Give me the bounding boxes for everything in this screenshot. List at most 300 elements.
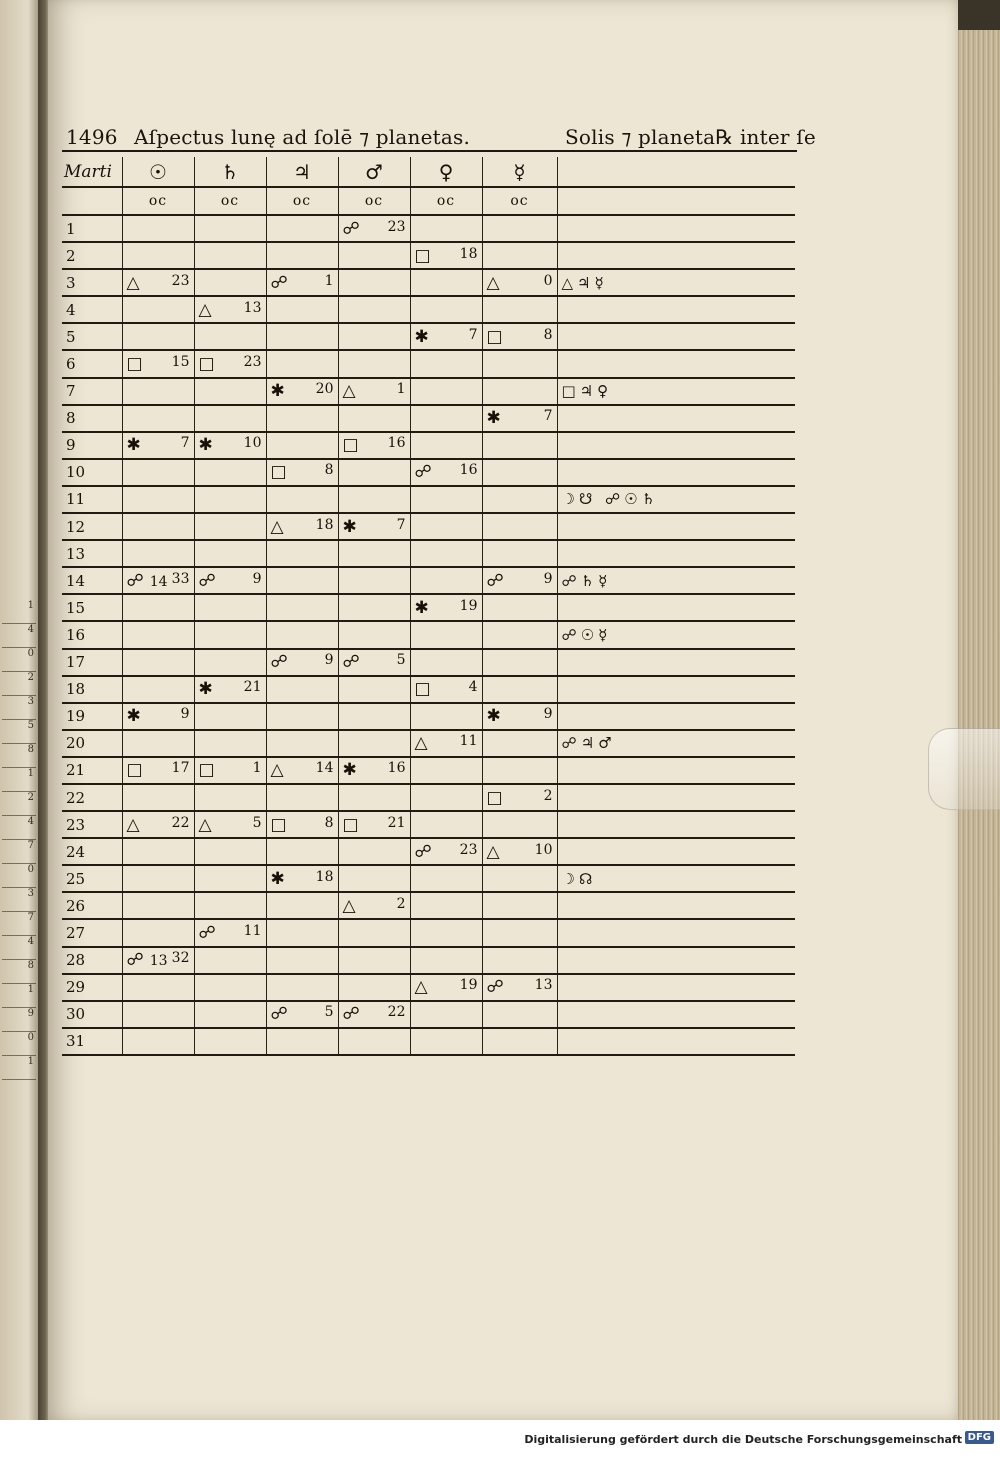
aspect-cell [338, 567, 410, 594]
day-number: 15 [62, 594, 122, 621]
aspect-cell [410, 784, 482, 811]
day-number: 8 [62, 405, 122, 432]
table-row [62, 215, 795, 242]
day-number: 25 [62, 865, 122, 892]
table-row [62, 811, 795, 838]
aspect-cell [122, 838, 194, 865]
aspect-cell [122, 811, 194, 838]
aspect-cell [482, 865, 557, 892]
table-row [62, 703, 795, 730]
table-row [62, 459, 795, 486]
aspect-cell [482, 594, 557, 621]
aspect-cell [410, 621, 482, 648]
page-stack-edge [955, 30, 1000, 1420]
aspect-cell [122, 459, 194, 486]
day-number: 14 [62, 567, 122, 594]
aspect-degree: 22 [387, 1004, 406, 1021]
aspect-cell [194, 757, 266, 784]
day-number: 28 [62, 947, 122, 974]
aspect-cell [338, 459, 410, 486]
aspect-symbol-icon: ☍ [198, 570, 216, 591]
day-number: 21 [62, 757, 122, 784]
planet-aspect-note [557, 676, 795, 703]
aspect-cell [482, 892, 557, 919]
aspect-cell [194, 703, 266, 730]
aspect-cell [410, 459, 482, 486]
table-row [62, 1001, 795, 1028]
planet-aspect-note: □♃♀ [557, 378, 795, 405]
sub-label-empty [557, 187, 795, 215]
aspect-degree: 23 [459, 841, 478, 858]
venus-icon: ♀ [410, 157, 482, 187]
left-page-mark: 8 [2, 744, 36, 768]
aspect-cell [194, 513, 266, 540]
aspect-cell [338, 1001, 410, 1028]
aspect-cell [122, 486, 194, 513]
planet-aspect-note: △♃☿ [557, 269, 795, 296]
aspect-symbol-icon: ☍ [126, 950, 144, 971]
aspect-symbol-icon: □ [342, 435, 359, 456]
planet-header-row [62, 157, 795, 187]
planet-aspect-note [557, 459, 795, 486]
aspect-cell [266, 242, 338, 269]
aspect-symbol-icon: ☍ [342, 652, 360, 673]
aspect-symbol-icon: ✱ [126, 706, 141, 727]
aspect-degree: 19 [459, 597, 478, 614]
mercury-icon: ☿ [482, 157, 557, 187]
aspect-cell [194, 296, 266, 323]
aspect-cell [194, 486, 266, 513]
table-row [62, 730, 795, 757]
aspect-cell [482, 676, 557, 703]
left-page-mark: 9 [2, 1008, 36, 1032]
table-row [62, 757, 795, 784]
aspect-symbol-icon: ✱ [342, 516, 357, 537]
aspect-cell [266, 540, 338, 567]
aspect-cell [410, 838, 482, 865]
aspect-cell [338, 323, 410, 350]
table-row [62, 594, 795, 621]
aspect-symbol-icon: □ [414, 679, 431, 700]
aspect-symbol-icon: △ [414, 733, 428, 754]
left-page-mark: 4 [2, 816, 36, 840]
aspect-cell [266, 1001, 338, 1028]
aspect-cell [194, 269, 266, 296]
aspect-cell [482, 1028, 557, 1055]
aspect-cell [266, 621, 338, 648]
aspect-cell [338, 676, 410, 703]
table-row [62, 486, 795, 513]
aspect-symbol-icon: ☍ [270, 652, 288, 673]
sub-label-empty [62, 187, 122, 215]
aspect-cell [338, 865, 410, 892]
aspect-cell [266, 567, 338, 594]
aspect-symbol-icon: ☍ [486, 977, 504, 998]
aspect-cell [266, 432, 338, 459]
day-number: 9 [62, 432, 122, 459]
day-number: 20 [62, 730, 122, 757]
aspect-cell [410, 350, 482, 377]
planet-aspect-note [557, 784, 795, 811]
aspect-cell [266, 919, 338, 946]
aspect-cell [266, 269, 338, 296]
table-row [62, 892, 795, 919]
planet-aspect-note [557, 947, 795, 974]
aspect-cell [266, 215, 338, 242]
planet-aspect-note [557, 892, 795, 919]
day-number: 19 [62, 703, 122, 730]
day-number: 23 [62, 811, 122, 838]
aspect-cell [482, 378, 557, 405]
aspect-cell [194, 676, 266, 703]
aspect-cell [338, 269, 410, 296]
aspect-degree: 9 [180, 706, 190, 723]
aspect-symbol-icon: ☍ [342, 1004, 360, 1025]
aspect-degree: 9 [543, 706, 553, 723]
header-rule [62, 150, 797, 152]
aspect-cell [410, 974, 482, 1001]
aspect-cell [410, 676, 482, 703]
aspect-symbol-icon: □ [486, 326, 503, 347]
left-page-mark: 7 [2, 840, 36, 864]
aspect-cell [266, 513, 338, 540]
aspect-cell [482, 459, 557, 486]
aspect-degree: 2 [543, 787, 553, 804]
table-row [62, 1028, 795, 1055]
aspect-degree: 10 [243, 435, 262, 452]
day-number: 2 [62, 242, 122, 269]
aspect-cell [266, 974, 338, 1001]
aspect-symbol-icon: ✱ [486, 706, 501, 727]
aspect-cell [410, 540, 482, 567]
aspect-cell [266, 838, 338, 865]
aspect-degree: 21 [387, 814, 406, 831]
aspect-cell [338, 621, 410, 648]
table-row [62, 621, 795, 648]
aspect-cell [122, 649, 194, 676]
planet-aspect-note [557, 350, 795, 377]
aspect-cell [338, 703, 410, 730]
aspect-cell [122, 1001, 194, 1028]
aspect-cell [194, 594, 266, 621]
aspect-cell [194, 540, 266, 567]
aspect-degree: 21 [243, 679, 262, 696]
footer-credit: Digitalisierung gefördert durch die Deutsche Forschungsgemeinschaft [524, 1433, 962, 1446]
aspect-symbol-icon: ✱ [486, 408, 501, 429]
aspect-symbol-icon: ✱ [198, 679, 213, 700]
aspect-degree: 18 [459, 245, 478, 262]
aspect-symbol-icon: △ [414, 977, 428, 998]
aspect-degree: 7 [180, 435, 190, 452]
left-page-mark: 3 [2, 888, 36, 912]
aspect-cell [410, 892, 482, 919]
aspect-degree: 14 [315, 760, 334, 777]
aspect-cell [482, 269, 557, 296]
table-row [62, 919, 795, 946]
planet-aspect-note: ☽☋ ☍☉♄ [557, 486, 795, 513]
left-page-mark: 1 [2, 600, 36, 624]
left-page-mark: 2 [2, 672, 36, 696]
aspect-cell [194, 892, 266, 919]
aspect-symbol-icon: ✱ [414, 326, 429, 347]
day-number: 27 [62, 919, 122, 946]
aspect-cell [122, 947, 194, 974]
aspect-cell [410, 1028, 482, 1055]
day-number: 17 [62, 649, 122, 676]
aspect-cell [482, 486, 557, 513]
aspect-cell [194, 350, 266, 377]
aspect-cell [410, 242, 482, 269]
left-page-mark: 4 [2, 936, 36, 960]
sub-label: oc [122, 187, 194, 215]
day-number: 10 [62, 459, 122, 486]
planet-aspect-note [557, 594, 795, 621]
aspect-cell [122, 540, 194, 567]
planet-aspect-note [557, 323, 795, 350]
aspect-cell [338, 649, 410, 676]
table-row [62, 567, 795, 594]
planet-aspect-note [557, 296, 795, 323]
aspect-symbol-icon: ✱ [414, 597, 429, 618]
aspect-degree: 8 [324, 462, 334, 479]
aspect-degree: 19 [459, 977, 478, 994]
aspect-cell [194, 649, 266, 676]
aspect-degree: 11 [243, 922, 262, 939]
aspect-cell [122, 757, 194, 784]
table-row [62, 378, 795, 405]
aspect-cell [482, 513, 557, 540]
planet-aspect-note [557, 242, 795, 269]
aspect-degree: 0 [543, 272, 553, 289]
aspect-cell [410, 323, 482, 350]
day-number: 29 [62, 974, 122, 1001]
aspect-cell [266, 296, 338, 323]
planet-aspect-note [557, 432, 795, 459]
aspect-cell [410, 947, 482, 974]
aspect-cell [338, 594, 410, 621]
aspect-cell [410, 594, 482, 621]
planet-aspect-note [557, 974, 795, 1001]
day-number: 11 [62, 486, 122, 513]
aspect-cell [194, 459, 266, 486]
table-row [62, 513, 795, 540]
aspect-cell [122, 703, 194, 730]
aspect-degree: 13 [149, 953, 168, 970]
aspect-degree: 18 [315, 868, 334, 885]
aspect-cell [122, 919, 194, 946]
day-number: 13 [62, 540, 122, 567]
aspect-cell [482, 215, 557, 242]
table-row [62, 865, 795, 892]
aspect-cell [266, 676, 338, 703]
aspect-cell [122, 892, 194, 919]
table-row [62, 676, 795, 703]
day-number: 7 [62, 378, 122, 405]
table-row [62, 350, 795, 377]
table-row [62, 540, 795, 567]
aspect-cell [122, 350, 194, 377]
aspect-symbol-icon: □ [486, 787, 503, 808]
aspect-symbol-icon: ☍ [126, 570, 144, 591]
aspect-degree: 5 [252, 814, 262, 831]
planet-aspect-note [557, 649, 795, 676]
planet-aspects-header [557, 157, 795, 187]
aspect-table [62, 157, 795, 1056]
aspect-cell [122, 621, 194, 648]
aspect-cell [194, 1028, 266, 1055]
aspect-cell [482, 757, 557, 784]
aspect-degree: 9 [252, 570, 262, 587]
aspect-degree: 9 [543, 570, 553, 587]
aspect-symbol-icon: △ [270, 760, 284, 781]
aspect-degree: 11 [459, 733, 478, 750]
aspect-cell [194, 919, 266, 946]
mars-icon: ♂ [338, 157, 410, 187]
aspect-cell [410, 513, 482, 540]
aspect-symbol-icon: △ [342, 381, 356, 402]
aspect-symbol-icon: □ [342, 814, 359, 835]
aspect-cell [410, 1001, 482, 1028]
aspect-cell [194, 405, 266, 432]
aspect-cell [194, 730, 266, 757]
aspect-cell [122, 405, 194, 432]
aspect-cell [410, 649, 482, 676]
aspect-cell [338, 432, 410, 459]
table-row [62, 323, 795, 350]
aspect-cell [194, 378, 266, 405]
aspect-degree: 7 [543, 408, 553, 425]
page-year: 1496 [66, 125, 118, 149]
aspect-cell [122, 784, 194, 811]
aspect-cell [338, 350, 410, 377]
aspect-symbol-icon: ☍ [342, 218, 360, 239]
planet-aspect-note [557, 1028, 795, 1055]
table-row [62, 242, 795, 269]
planet-aspect-note: ☍♄☿ [557, 567, 795, 594]
day-number: 18 [62, 676, 122, 703]
aspect-degree: 1 [252, 760, 262, 777]
aspect-symbol-icon: ☍ [486, 570, 504, 591]
aspect-cell [266, 350, 338, 377]
aspect-cell [410, 486, 482, 513]
aspect-cell [194, 432, 266, 459]
aspect-symbol-icon: △ [198, 814, 212, 835]
table-row [62, 838, 795, 865]
aspect-degree: 15 [171, 354, 190, 371]
planet-aspect-note: ☽☊ [557, 865, 795, 892]
left-page-table-fragment [2, 600, 36, 1080]
aspect-degree: 23 [171, 272, 190, 289]
aspect-symbol-icon: □ [270, 462, 287, 483]
aspect-symbol-icon: △ [126, 272, 140, 293]
aspect-cell [410, 730, 482, 757]
aspect-cell [338, 378, 410, 405]
right-title: Solis ⁊ planeta℞ inter ſe [565, 125, 816, 149]
left-page-mark: 0 [2, 864, 36, 888]
aspect-cell [410, 567, 482, 594]
aspect-degree: 10 [534, 841, 553, 858]
aspect-symbol-icon: ✱ [342, 760, 357, 781]
aspect-cell [410, 269, 482, 296]
aspect-symbol-icon: △ [342, 895, 356, 916]
aspect-symbol-icon: ✱ [270, 381, 285, 402]
aspect-degree: 5 [396, 652, 406, 669]
day-number: 16 [62, 621, 122, 648]
aspect-cell [266, 323, 338, 350]
aspect-cell [338, 1028, 410, 1055]
aspect-cell [122, 567, 194, 594]
left-page-mark: 1 [2, 984, 36, 1008]
aspect-cell [338, 242, 410, 269]
aspect-cell [482, 405, 557, 432]
planet-aspect-note [557, 405, 795, 432]
aspect-cell [338, 486, 410, 513]
aspect-cell [410, 215, 482, 242]
aspect-cell [338, 405, 410, 432]
aspect-cell [266, 703, 338, 730]
aspect-cell [122, 974, 194, 1001]
aspect-symbol-icon: □ [126, 760, 143, 781]
planet-aspect-note [557, 513, 795, 540]
aspect-symbol-icon: △ [486, 841, 500, 862]
day-number: 24 [62, 838, 122, 865]
aspect-degree: 14 [149, 573, 168, 590]
aspect-cell [122, 323, 194, 350]
planet-aspect-note [557, 540, 795, 567]
left-page-mark: 0 [2, 648, 36, 672]
aspect-cell [482, 432, 557, 459]
left-page-mark: 0 [2, 1032, 36, 1056]
aspect-cell [482, 811, 557, 838]
aspect-cell [266, 865, 338, 892]
aspect-cell [122, 215, 194, 242]
aspect-degree: 2 [396, 895, 406, 912]
left-page-mark: 2 [2, 792, 36, 816]
table-row [62, 296, 795, 323]
left-page-mark: 1 [2, 768, 36, 792]
aspect-cell [194, 567, 266, 594]
aspect-cell [266, 486, 338, 513]
table-row [62, 974, 795, 1001]
day-number: 4 [62, 296, 122, 323]
left-page-mark: 7 [2, 912, 36, 936]
aspect-cell [194, 784, 266, 811]
aspect-cell [194, 947, 266, 974]
aspect-cell [338, 838, 410, 865]
aspect-cell [338, 757, 410, 784]
aspect-cell [122, 296, 194, 323]
aspect-cell [482, 947, 557, 974]
aspect-cell [122, 513, 194, 540]
saturn-icon: ♄ [194, 157, 266, 187]
aspect-symbol-icon: △ [198, 299, 212, 320]
day-number: 6 [62, 350, 122, 377]
table-row [62, 947, 795, 974]
aspect-cell [410, 432, 482, 459]
aspect-degree: 16 [459, 462, 478, 479]
aspect-cell [482, 567, 557, 594]
table-row [62, 405, 795, 432]
month-label: Marti [62, 157, 122, 187]
left-page-mark: 5 [2, 720, 36, 744]
table-row [62, 649, 795, 676]
aspect-degree: 18 [315, 516, 334, 533]
aspect-cell [122, 594, 194, 621]
aspect-degree: 22 [171, 814, 190, 831]
aspect-cell [194, 215, 266, 242]
left-page-mark: 3 [2, 696, 36, 720]
aspect-cell [266, 730, 338, 757]
